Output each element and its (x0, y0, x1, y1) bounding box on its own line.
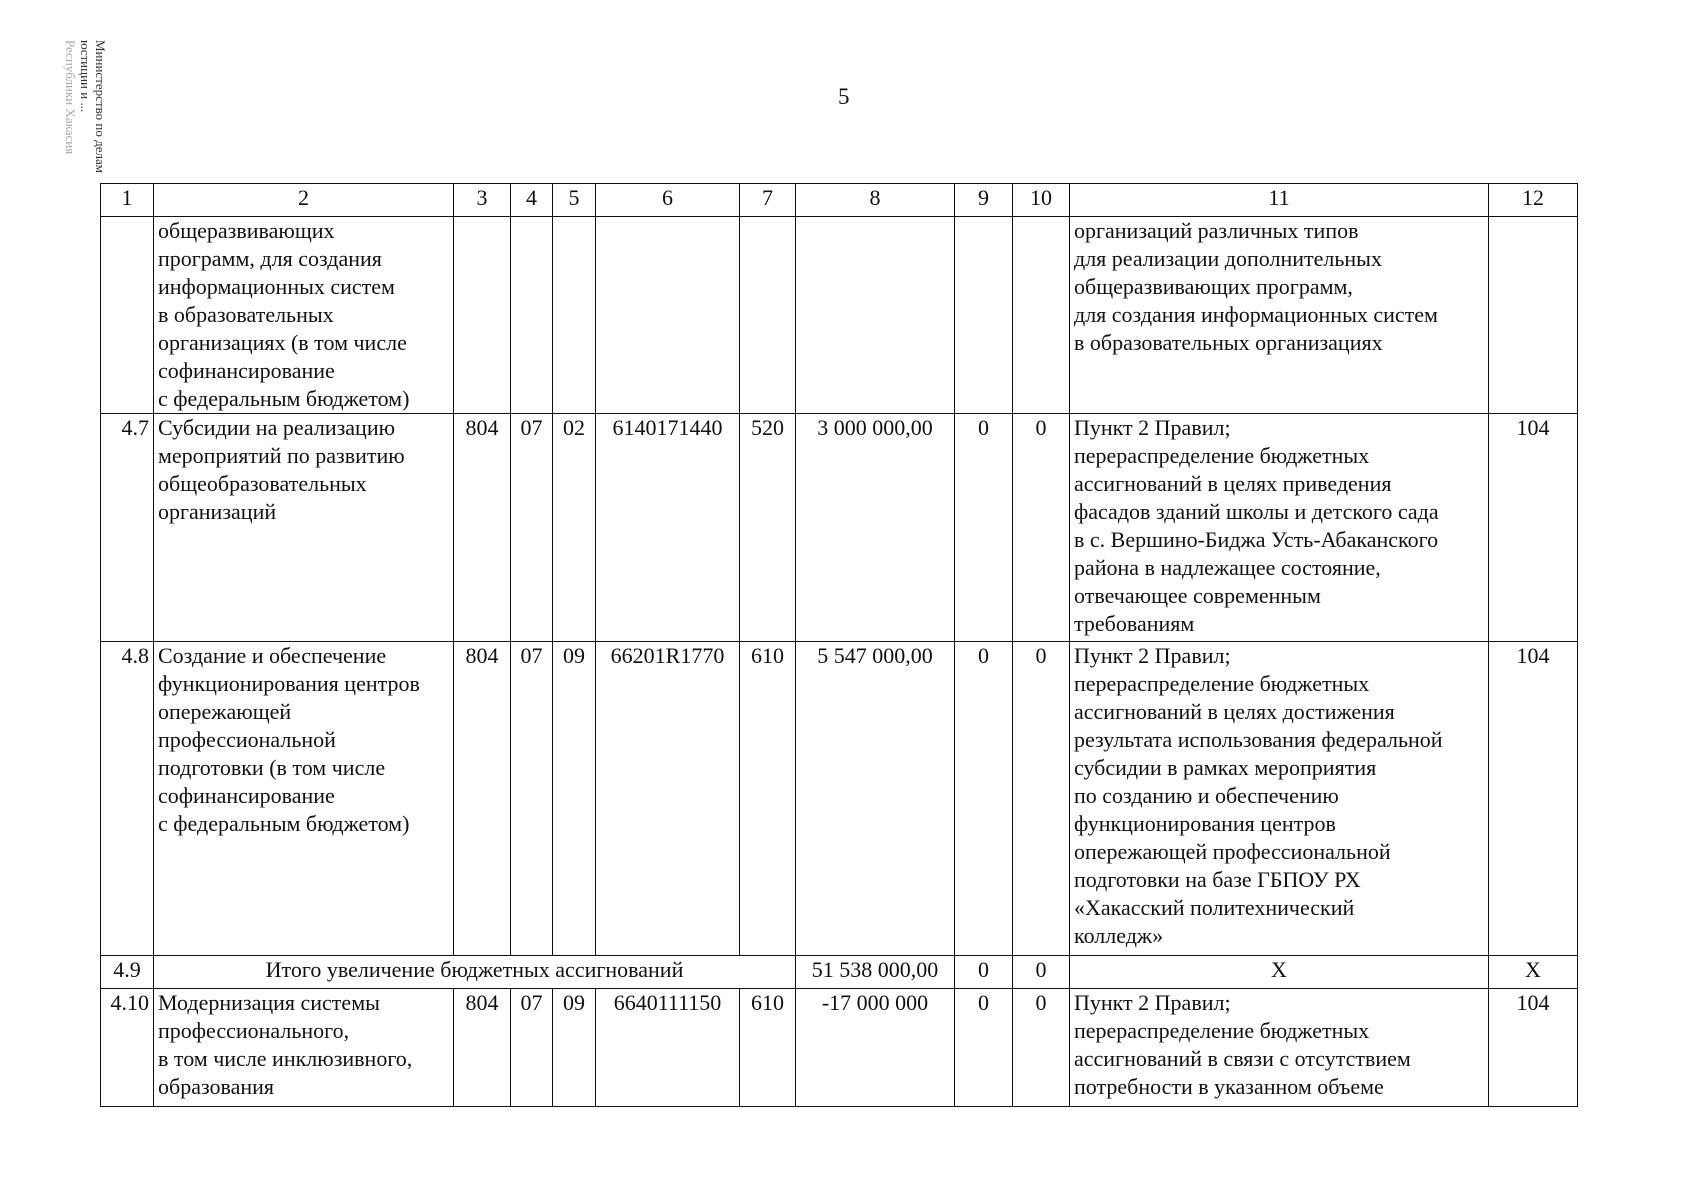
code-cell: 6640111150 (596, 989, 740, 1107)
code-cell: 104 (1489, 989, 1578, 1107)
item-name: общеразвивающих программ, для создания информационных систем в образовательных организациях (в том числе софинансирование с федеральным бюджетом) (154, 217, 454, 414)
header-cell: 11 (1070, 184, 1489, 217)
code-cell: 07 (511, 642, 553, 956)
value-cell: 0 (955, 642, 1013, 956)
total-label: Итого увеличение бюджетных ассигнований (154, 956, 796, 989)
code-cell: 804 (454, 989, 511, 1107)
header-cell: 12 (1489, 184, 1578, 217)
amount-cell: 3 000 000,00 (796, 414, 955, 642)
item-name: Субсидии на реализацию мероприятий по развитию общеобразовательных организаций (154, 414, 454, 642)
header-cell: 2 (154, 184, 454, 217)
table-row (101, 414, 1578, 642)
value-cell: 0 (955, 989, 1013, 1107)
amount-cell: 5 547 000,00 (796, 642, 955, 956)
code-cell: 104 (1489, 414, 1578, 642)
value-cell: 0 (1013, 642, 1070, 956)
item-reason: Пункт 2 Правил; перераспределение бюджетных ассигнований в связи с отсутствием потребности в указанном объеме (1070, 989, 1489, 1107)
stamp-line: юстиции и ... (78, 40, 93, 113)
code-cell: 09 (553, 989, 596, 1107)
code-cell: 02 (553, 414, 596, 642)
header-cell: 9 (955, 184, 1013, 217)
code-cell: 09 (553, 642, 596, 956)
row-number: 4.10 (101, 989, 154, 1107)
table-row (101, 989, 1578, 1107)
row-number: 4.7 (101, 414, 154, 642)
value-cell: 0 (1013, 414, 1070, 642)
code-cell: 66201R1770 (596, 642, 740, 956)
value-cell: 0 (955, 414, 1013, 642)
header-cell: 7 (740, 184, 796, 217)
header-cell: 3 (454, 184, 511, 217)
stamp-line: Министерство по делам (93, 40, 108, 173)
value-cell: 0 (1013, 956, 1070, 989)
value-cell: 0 (955, 956, 1013, 989)
page-number: 5 (838, 84, 850, 109)
code-cell: 804 (454, 414, 511, 642)
code-cell: 804 (454, 642, 511, 956)
item-reason: Пункт 2 Правил; перераспределение бюджетных ассигнований в целях достижения результата использования федеральной субсидии в рамках мероприятия по созданию и обеспечению функционирования центров опережающей профессиональной подготовки на базе ГБПОУ РХ «Хакасский политехнический колледж» (1070, 642, 1489, 956)
value-cell: X (1070, 956, 1489, 989)
header-cell: 5 (553, 184, 596, 217)
registration-stamp (36, 36, 108, 241)
code-cell: 520 (740, 414, 796, 642)
total-row (101, 956, 1578, 989)
total-amount: 51 538 000,00 (796, 956, 955, 989)
code-cell: 610 (740, 642, 796, 956)
code-cell: 07 (511, 989, 553, 1107)
code-cell: 07 (511, 414, 553, 642)
header-cell: 8 (796, 184, 955, 217)
header-cell: 10 (1013, 184, 1070, 217)
table-row (101, 642, 1578, 956)
code-cell: 6140171440 (596, 414, 740, 642)
header-cell: 4 (511, 184, 553, 217)
item-name: Создание и обеспечение функционирования центров опережающей профессиональной подготовки (в том числе софинансирование с федеральным бюджетом) (154, 642, 454, 956)
header-cell: 6 (596, 184, 740, 217)
budget-table (100, 183, 1578, 1107)
amount-cell: -17 000 000 (796, 989, 955, 1107)
item-reason: Пункт 2 Правил; перераспределение бюджетных ассигнований в целях приведения фасадов зданий школы и детского сада в с. Вершино-Биджа Усть-Абаканского района в надлежащее состояние, отвечающее современным требованиям (1070, 414, 1489, 642)
item-reason: организаций различных типов для реализации дополнительных общеразвивающих программ, для создания информационных систем в образовательных организациях (1070, 217, 1489, 414)
code-cell: 104 (1489, 642, 1578, 956)
stamp-line: Республики Хакасия (63, 40, 78, 155)
value-cell: 0 (1013, 989, 1070, 1107)
header-cell: 1 (101, 184, 154, 217)
row-number: 4.8 (101, 642, 154, 956)
value-cell: X (1489, 956, 1578, 989)
item-name: Модернизация системы профессионального, в том числе инклюзивного, образования (154, 989, 454, 1107)
row-number: 4.9 (101, 956, 154, 989)
continuation-row (101, 217, 1578, 414)
code-cell: 610 (740, 989, 796, 1107)
header-row (101, 184, 1578, 217)
